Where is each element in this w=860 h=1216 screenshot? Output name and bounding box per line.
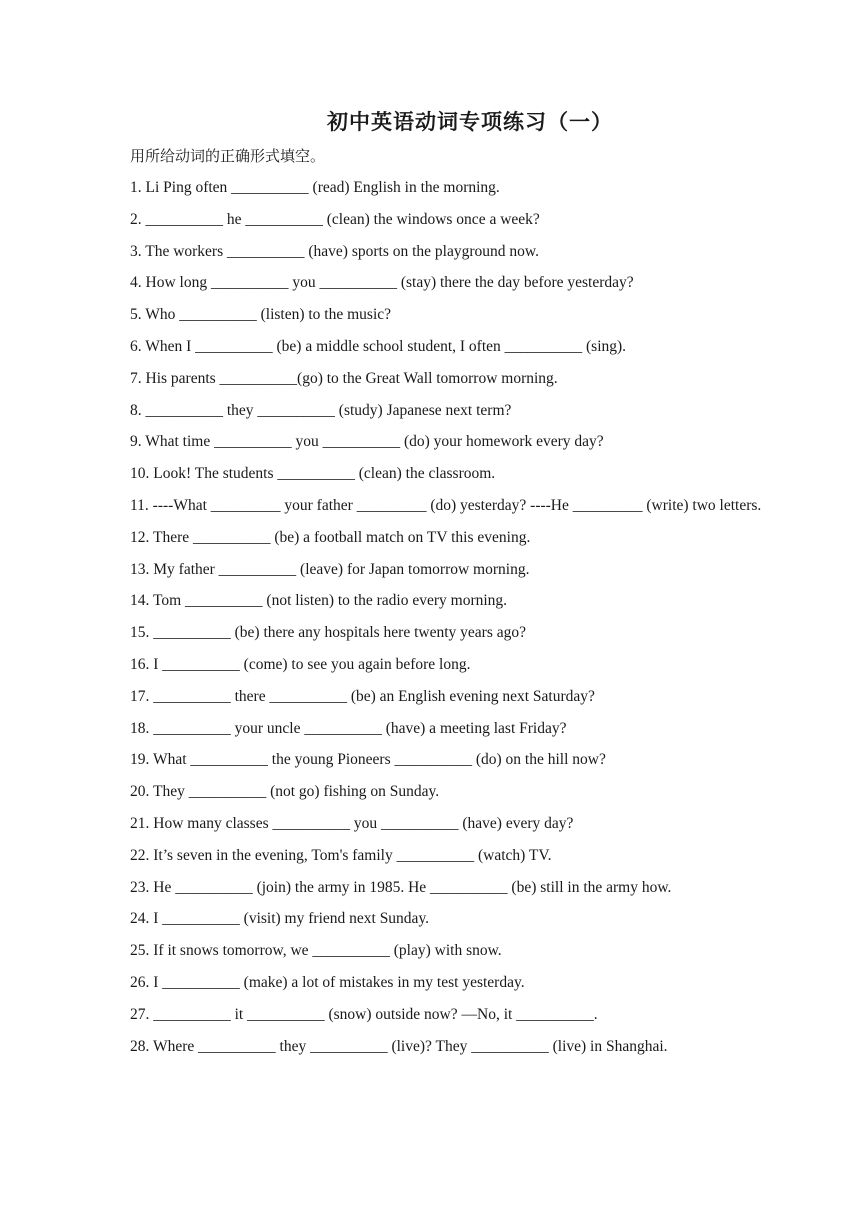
question-item: 4. How long __________ you __________ (stay) there the day before yesterday? xyxy=(130,274,634,292)
question-item: 3. The workers __________ (have) sports on the playground now. xyxy=(130,242,539,260)
question-list xyxy=(130,172,795,1062)
question-item: 23. He __________ (join) the army in 1985. He __________ (be) still in the army how. xyxy=(130,878,672,896)
question-item: 22. It’s seven in the evening, Tom's family __________ (watch) TV. xyxy=(130,846,552,864)
question-item: 28. Where __________ they __________ (live)? They __________ (live) in Shanghai. xyxy=(130,1037,668,1055)
question-item: 9. What time __________ you __________ (do) your homework every day? xyxy=(130,433,604,451)
question-item: 14. Tom __________ (not listen) to the radio every morning. xyxy=(130,592,508,610)
question-item: 20. They __________ (not go) fishing on Sunday. xyxy=(130,783,440,801)
page-title: 初中英语动词专项练习（一） xyxy=(327,109,613,134)
question-item: 26. I __________ (make) a lot of mistakes in my test yesterday. xyxy=(130,973,525,991)
question-item: 13. My father __________ (leave) for Japan tomorrow morning. xyxy=(130,560,530,578)
question-item: 15. __________ (be) there any hospitals here twenty years ago? xyxy=(130,624,526,642)
instruction-text: 用所给动词的正确形式填空。 xyxy=(130,147,326,165)
question-item: 2. __________ he __________ (clean) the windows once a week? xyxy=(130,210,540,228)
question-item: 25. If it snows tomorrow, we __________ (play) with snow. xyxy=(130,942,502,960)
question-item: 5. Who __________ (listen) to the music? xyxy=(130,306,392,324)
question-item: 7. His parents __________(go) to the Great Wall tomorrow morning. xyxy=(130,369,558,387)
question-item: 8. __________ they __________ (study) Japanese next term? xyxy=(130,401,512,419)
question-item: 11. ----What _________ your father _________ (do) yesterday? ----He _________ (write) two letters. xyxy=(130,496,762,514)
question-item: 17. __________ there __________ (be) an English evening next Saturday? xyxy=(130,687,595,705)
question-item: 21. How many classes __________ you __________ (have) every day? xyxy=(130,814,574,832)
question-item: 27. __________ it __________ (snow) outside now? —No, it __________. xyxy=(130,1005,598,1023)
question-item: 16. I __________ (come) to see you again before long. xyxy=(130,655,471,673)
question-item: 19. What __________ the young Pioneers __________ (do) on the hill now? xyxy=(130,751,606,769)
question-item: 18. __________ your uncle __________ (have) a meeting last Friday? xyxy=(130,719,567,737)
question-item: 10. Look! The students __________ (clean) the classroom. xyxy=(130,465,496,483)
question-item: 6. When I __________ (be) a middle school student, I often __________ (sing). xyxy=(130,337,627,355)
question-item: 24. I __________ (visit) my friend next Sunday. xyxy=(130,910,430,928)
question-item: 1. Li Ping often __________ (read) English in the morning. xyxy=(130,179,500,196)
question-item: 12. There __________ (be) a football match on TV this evening. xyxy=(130,528,531,546)
